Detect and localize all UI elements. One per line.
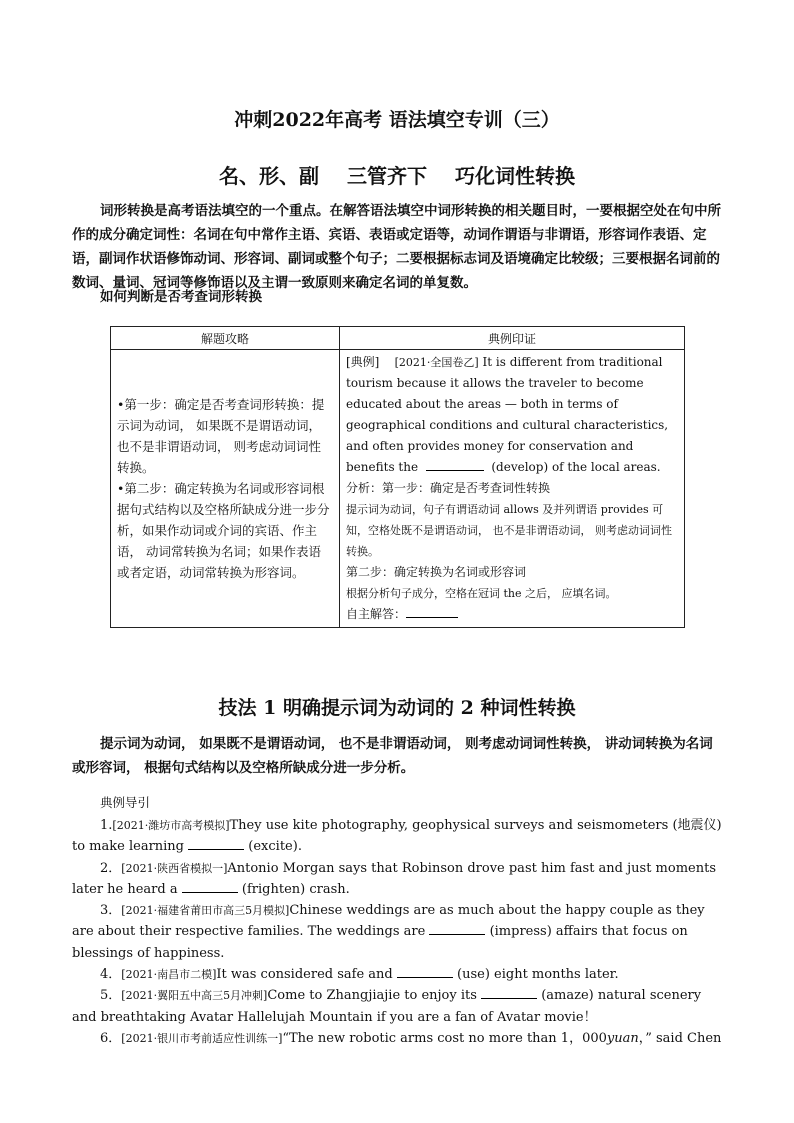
item-blank[interactable] bbox=[397, 965, 453, 978]
analysis-step-1-text: 提示词为动词，句子有谓语动词 allows 及并列谓语 provides 可知，空格处既不是谓语动词， 也不是非谓语动词， 则考虑动词词性转换。 bbox=[346, 503, 672, 558]
example-blank[interactable] bbox=[426, 458, 484, 471]
section-tip: 提示词为动词， 如果既不是谓语动词， 也不是非谓语动词， 则考虑动词词性转换， 讲动词转换为名词或形容词， 根据句式结构以及空格所缺成分进一步分析。 bbox=[72, 736, 713, 776]
analysis-step-2-text: 根据分析句子成分，空格在冠词 the 之后， 应填名词。 bbox=[346, 587, 617, 600]
example-cell bbox=[340, 350, 685, 628]
item-source: [2021·潍坊市高考模拟] bbox=[112, 819, 230, 832]
item-text-after: (amaze) natural scenery and breathtaking Avatar Hallelujah Mountain if you are a fan of Avatar movie！ bbox=[72, 988, 702, 1025]
example-text-b: (develop) of the local areas. bbox=[491, 460, 661, 474]
item-blank[interactable] bbox=[188, 837, 244, 850]
item-text: It was considered safe and bbox=[216, 967, 393, 983]
item-source: [2021·福建省莆田市高三5月模拟] bbox=[121, 904, 290, 918]
item-text-after: (impress) affairs that focus on blessings of happiness. bbox=[72, 924, 688, 961]
analysis-step-1-title: 分析：第一步：确定是否考查词性转换 bbox=[346, 481, 551, 495]
examples-title: 典例导引 bbox=[100, 795, 151, 810]
analysis-step-2-title: 第二步：确定转换为名词或形容词 bbox=[346, 565, 527, 579]
list-item bbox=[72, 1028, 724, 1049]
subtitle-part-1: 名、形、副 bbox=[219, 164, 319, 188]
item-blank[interactable] bbox=[481, 986, 537, 999]
page-title: 冲刺2022年高考 语法填空专训（三） bbox=[234, 109, 560, 131]
item-text-after: (frighten) crash. bbox=[241, 881, 350, 897]
item-number: 4． bbox=[100, 967, 122, 983]
example-label: [典例] bbox=[346, 355, 380, 369]
item-text-after: (use) eight months later. bbox=[457, 967, 619, 983]
self-answer-blank[interactable] bbox=[406, 605, 458, 618]
self-answer-label: 自主解答： bbox=[346, 607, 407, 621]
table-header-example: 典例印证 bbox=[340, 327, 685, 350]
self-answer bbox=[346, 604, 678, 625]
example-source: [2021·全国卷乙] bbox=[394, 356, 479, 369]
item-source: [2021·陕西省模拟一] bbox=[121, 861, 228, 875]
item-text-after: ，” said Chen bbox=[638, 1030, 722, 1046]
item-number: 2． bbox=[100, 860, 122, 876]
list-item bbox=[72, 900, 724, 964]
item-number: 6． bbox=[100, 1030, 122, 1046]
strategy-cell bbox=[111, 350, 340, 628]
item-text-after: (excite). bbox=[248, 839, 302, 855]
list-item bbox=[72, 858, 724, 901]
item-text: Come to Zhangjiajie to enjoy its bbox=[267, 988, 477, 1004]
strategy-table bbox=[110, 326, 685, 628]
subtitle-part-2: 三管齐下 bbox=[347, 164, 427, 188]
page-subtitle bbox=[0, 160, 794, 189]
item-text: Chinese weddings are as much about the happy couple as they are about their respective families. The weddings are bbox=[72, 903, 705, 940]
item-currency: yuan bbox=[606, 1030, 639, 1046]
item-source: [2021·南昌市二模] bbox=[121, 968, 217, 982]
item-number: 3． bbox=[100, 903, 122, 919]
subtitle-part-3: 巧化词性转换 bbox=[455, 164, 575, 188]
item-number: 1. bbox=[100, 818, 113, 833]
item-text: Antonio Morgan says that Robinson drove past him fast and just moments later he heard a bbox=[72, 860, 716, 897]
intro-paragraph: 词形转换是高考语法填空的一个重点。在解答语法填空中词形转换的相关题目时，一要根据空处在句中所作的成分确定词性：名词在句中常作主语、宾语、表语或定语等，动词作谓语与非谓语，形容词作表语、定语，副词作状语修饰动词、形容词、副词或整个句子；二要根据标志词及语境确定比较级；三要根据名词前的数词、量词、冠词等修饰语以及主谓一致原则来确定名词的单复数。 bbox=[72, 203, 721, 291]
item-number: 5． bbox=[100, 988, 122, 1004]
list-item bbox=[72, 985, 724, 1028]
example-text-a: It is different from traditional tourism because it allows the traveler to become educated about the areas — both in terms of geographical conditions and cultural characteristics, and often provides money for conservation and benefits the bbox=[346, 355, 669, 474]
strategy-step-1: •第一步：确定是否考查词形转换：提示词为动词， 如果既不是谓语动词， 也不是非谓语动词， 则考虑动词词性转换。 bbox=[117, 397, 325, 475]
item-source: [2021·银川市考前适应性训练一] bbox=[121, 1031, 283, 1045]
section-title: 技法 1 明确提示词为动词的 2 种词性转换 bbox=[218, 697, 576, 719]
example-list bbox=[72, 815, 724, 1049]
list-item bbox=[72, 964, 724, 985]
example-question bbox=[346, 352, 678, 478]
list-item bbox=[72, 815, 724, 858]
item-source: [2021·翼阳五中高三5月冲刺] bbox=[121, 989, 268, 1003]
item-blank[interactable] bbox=[429, 922, 485, 935]
item-text: “The new robotic arms cost no more than 1，000 bbox=[282, 1030, 607, 1046]
item-text: They use kite photography, geophysical surveys and seismometers (地震仪) to make learning bbox=[72, 818, 722, 855]
table-header-strategy: 解题攻略 bbox=[111, 327, 340, 350]
strategy-step-2: •第二步：确定转换为名词或形容词根据句式结构以及空格所缺成分进一步分析，如果作动词或介词的宾语、作主语， 动词常转换为名词；如果作表语或者定语，动词常转换为形容词。 bbox=[117, 481, 330, 580]
item-blank[interactable] bbox=[182, 880, 238, 893]
howto-heading: 如何判断是否考查词形转换 bbox=[100, 289, 262, 305]
